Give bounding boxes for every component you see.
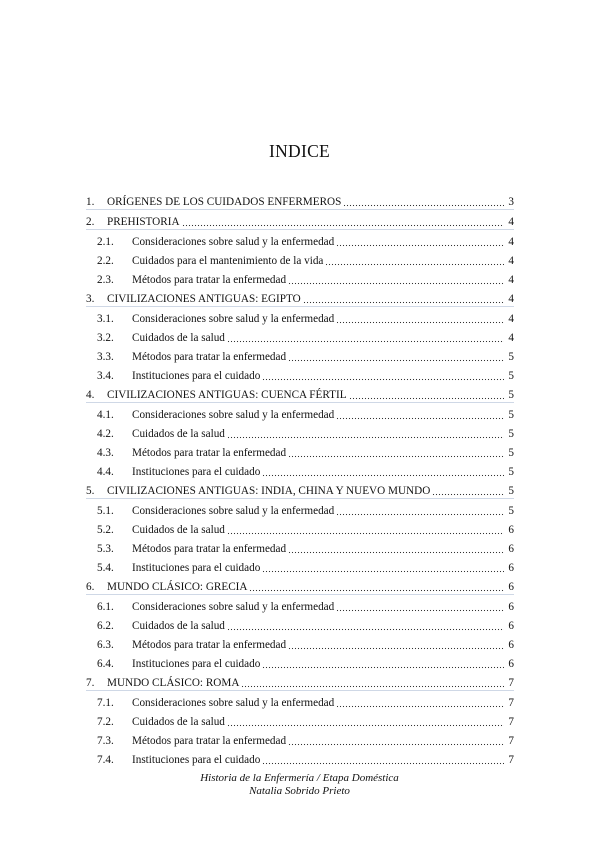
toc-page-number: 7 [508,735,514,747]
toc-page-number: 6 [508,524,514,536]
toc-entry-title: Métodos para tratar la enfermedad [132,351,287,363]
toc-section-entry[interactable] [86,499,514,518]
toc-section-entry[interactable] [86,268,514,287]
toc-section-entry[interactable] [86,614,514,633]
toc-entry-number: 4.3. [97,447,114,459]
toc-page-number: 6 [508,581,514,593]
toc-entry-number: 5. [86,485,95,497]
toc-entry-title: MUNDO CLÁSICO: GRECIA [107,581,248,593]
toc-section-entry[interactable] [86,556,514,575]
toc-entry-number: 5.3. [97,543,114,555]
toc-entry-title: Métodos para tratar la enfermedad [132,274,287,286]
toc-section-entry[interactable] [86,230,514,249]
toc-dot-leader [227,429,504,439]
toc-page-number: 5 [508,370,514,382]
toc-entry-title: Consideraciones sobre salud y la enfermedad [132,313,335,325]
toc-page-number: 7 [508,716,514,728]
page-title: INDICE [268,141,331,161]
toc-dot-leader [227,717,504,727]
toc-entry-title: Cuidados para el mantenimiento de la vida [132,255,324,267]
toc-dot-leader [288,448,504,458]
toc-entry-number: 3.4. [97,370,114,382]
toc-entry-title: Instituciones para el cuidado [132,754,261,766]
toc-entry-title: Cuidados de la salud [132,524,225,536]
toc-chapter-entry[interactable] [86,479,514,499]
toc-section-entry[interactable] [86,537,514,556]
toc-section-entry[interactable] [86,595,514,614]
toc-entry-number: 7. [86,677,95,689]
toc-entry-number: 3.2. [97,332,114,344]
toc-page-number: 6 [508,562,514,574]
toc-entry-title: ORÍGENES DE LOS CUIDADOS ENFERMEROS [107,196,342,208]
toc-entry-title: CIVILIZACIONES ANTIGUAS: INDIA, CHINA Y NUEVO MUNDO [107,485,431,497]
toc-dot-leader [262,371,504,381]
toc-dot-leader [288,275,504,285]
toc-dot-leader [336,237,504,247]
toc-entry-number: 5.2. [97,524,114,536]
toc-entry-title: Métodos para tratar la enfermedad [132,447,287,459]
toc-section-entry[interactable] [86,249,514,268]
toc-page-number: 5 [508,389,514,401]
toc-page-number: 5 [508,466,514,478]
toc-chapter-entry[interactable] [86,575,514,595]
toc-dot-leader [288,736,504,746]
toc-dot-leader [262,755,504,765]
toc-chapter-entry[interactable] [86,190,514,210]
toc-entry-number: 6. [86,581,95,593]
toc-entry-number: 7.3. [97,735,114,747]
toc-page-number: 5 [508,351,514,363]
toc-section-entry[interactable] [86,441,514,460]
toc-dot-leader [349,390,504,400]
toc-page-number: 5 [508,485,514,497]
toc-page-number: 5 [508,409,514,421]
toc-section-entry[interactable] [86,518,514,537]
toc-dot-leader [343,197,504,207]
toc-dot-leader [249,582,504,592]
page-footer [0,772,599,798]
toc-entry-number: 2. [86,216,95,228]
toc-entry-number: 3.3. [97,351,114,363]
toc-page-number: 4 [508,313,514,325]
toc-entry-title: CIVILIZACIONES ANTIGUAS: EGIPTO [107,293,301,305]
toc-entry-title: Métodos para tratar la enfermedad [132,543,287,555]
toc-dot-leader [262,659,504,669]
toc-section-entry[interactable] [86,460,514,479]
toc-section-entry[interactable] [86,422,514,441]
toc-entry-title: Consideraciones sobre salud y la enfermedad [132,505,335,517]
toc-dot-leader [303,294,504,304]
toc-dot-leader [325,256,504,266]
toc-entry-number: 6.4. [97,658,114,670]
toc-dot-leader [336,602,504,612]
toc-page-number: 4 [508,216,514,228]
toc-page-number: 6 [508,601,514,613]
toc-dot-leader [227,525,504,535]
toc-section-entry[interactable] [86,403,514,422]
toc-page-number: 7 [508,754,514,766]
toc-page-number: 7 [508,697,514,709]
toc-page-number: 4 [508,332,514,344]
toc-entry-number: 6.3. [97,639,114,651]
toc-entry-title: Cuidados de la salud [132,428,225,440]
toc-entry-title: PREHISTORIA [107,216,180,228]
toc-entry-number: 4.1. [97,409,114,421]
toc-dot-leader [241,678,504,688]
toc-section-entry[interactable] [86,729,514,748]
toc-entry-title: Cuidados de la salud [132,716,225,728]
toc-entry-title: Métodos para tratar la enfermedad [132,735,287,747]
toc-dot-leader [288,352,504,362]
toc-entry-title: CIVILIZACIONES ANTIGUAS: CUENCA FÉRTIL [107,389,347,401]
toc-entry-number: 3. [86,293,95,305]
toc-dot-leader [288,544,504,554]
toc-page-number: 4 [508,274,514,286]
toc-entry-number: 4.2. [97,428,114,440]
toc-section-entry[interactable] [86,364,514,383]
toc-entry-title: Consideraciones sobre salud y la enfermedad [132,601,335,613]
toc-entry-title: Consideraciones sobre salud y la enfermedad [132,697,335,709]
toc-dot-leader [336,314,504,324]
toc-entry-title: Instituciones para el cuidado [132,562,261,574]
toc-dot-leader [182,217,504,227]
toc-section-entry[interactable] [86,633,514,652]
toc-page-number: 5 [508,447,514,459]
toc-dot-leader [432,486,504,496]
toc-section-entry[interactable] [86,345,514,364]
toc-page-number: 6 [508,658,514,670]
footer-author: Natalia Sobrido Prieto [249,785,350,797]
toc-page-number: 6 [508,639,514,651]
toc-page-number: 6 [508,543,514,555]
toc-dot-leader [336,506,504,516]
toc-page-number: 4 [508,255,514,267]
toc-dot-leader [262,467,504,477]
toc-section-entry[interactable] [86,326,514,345]
toc-entry-title: Instituciones para el cuidado [132,370,261,382]
toc-dot-leader [227,333,504,343]
toc-dot-leader [336,410,504,420]
toc-entry-number: 2.3. [97,274,114,286]
toc-entry-title: Cuidados de la salud [132,620,225,632]
toc-chapter-entry[interactable] [86,383,514,403]
toc-entry-title: Consideraciones sobre salud y la enfermedad [132,236,335,248]
toc-entry-number: 5.4. [97,562,114,574]
toc-entry-number: 5.1. [97,505,114,517]
toc-page-number: 3 [508,196,514,208]
toc-section-entry[interactable] [86,652,514,671]
toc-dot-leader [227,621,504,631]
toc-page-number: 7 [508,677,514,689]
toc-chapter-entry[interactable] [86,287,514,307]
toc-section-entry[interactable] [86,307,514,326]
toc-entry-number: 7.4. [97,754,114,766]
toc-entry-number: 2.2. [97,255,114,267]
table-of-contents [86,190,514,767]
toc-entry-number: 4. [86,389,95,401]
toc-page-number: 5 [508,428,514,440]
toc-entry-number: 6.1. [97,601,114,613]
toc-entry-number: 7.1. [97,697,114,709]
toc-entry-number: 2.1. [97,236,114,248]
toc-chapter-entry[interactable] [86,671,514,691]
toc-dot-leader [288,640,504,650]
toc-entry-title: Métodos para tratar la enfermedad [132,639,287,651]
toc-entry-title: Instituciones para el cuidado [132,466,261,478]
toc-entry-number: 4.4. [97,466,114,478]
footer-title: Historia de la Enfermería / Etapa Doméstica [200,772,399,784]
toc-section-entry[interactable] [86,691,514,710]
toc-section-entry[interactable] [86,748,514,767]
toc-entry-number: 3.1. [97,313,114,325]
toc-dot-leader [336,698,504,708]
toc-entry-number: 1. [86,196,95,208]
toc-chapter-entry[interactable] [86,210,514,230]
toc-page-number: 4 [508,293,514,305]
toc-page-number: 4 [508,236,514,248]
toc-page-number: 5 [508,505,514,517]
toc-entry-title: Cuidados de la salud [132,332,225,344]
toc-entry-number: 6.2. [97,620,114,632]
toc-page-number: 6 [508,620,514,632]
toc-entry-number: 7.2. [97,716,114,728]
toc-entry-title: Consideraciones sobre salud y la enfermedad [132,409,335,421]
toc-entry-title: Instituciones para el cuidado [132,658,261,670]
toc-entry-title: MUNDO CLÁSICO: ROMA [107,677,240,689]
toc-dot-leader [262,563,504,573]
toc-section-entry[interactable] [86,710,514,729]
